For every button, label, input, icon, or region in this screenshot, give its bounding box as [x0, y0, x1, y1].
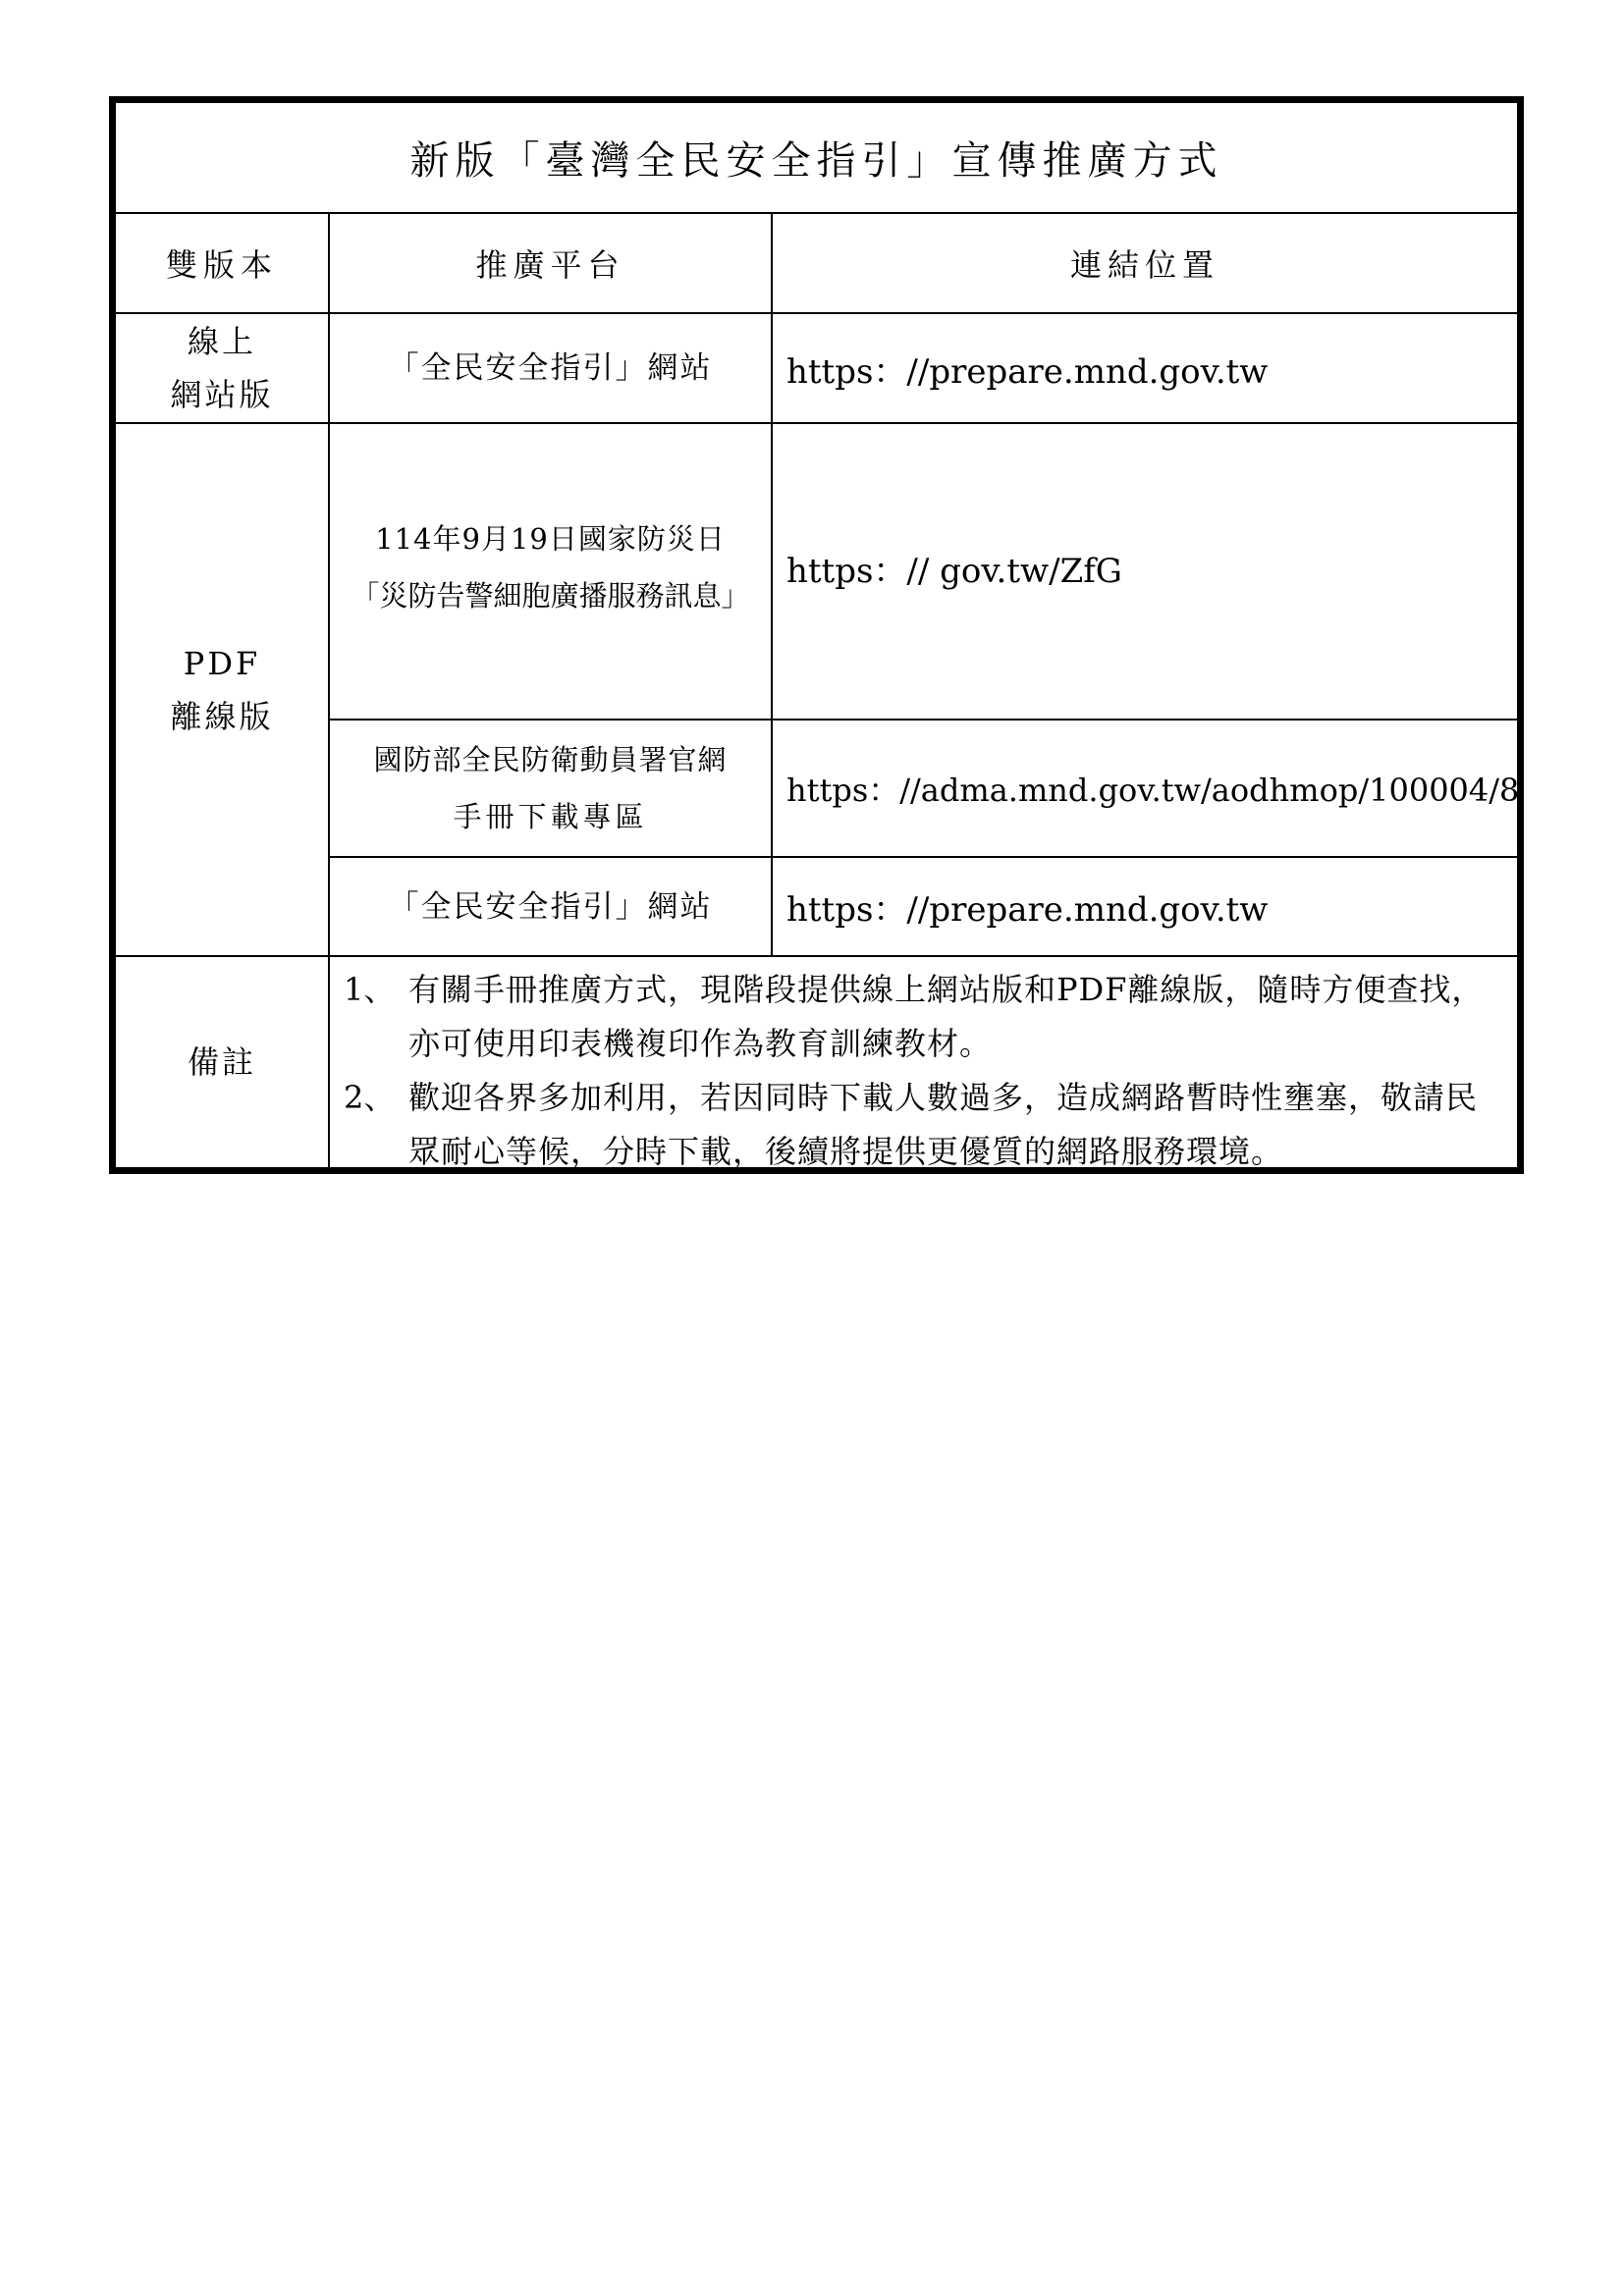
- header-platform: 推廣平台: [475, 246, 625, 284]
- pdf-platform-website: 「全民安全指引」網站: [388, 888, 713, 925]
- label-line: PDF: [183, 644, 261, 682]
- remark-item: [344, 1071, 1507, 1179]
- label-line: 離線版: [170, 697, 274, 735]
- remarks-list: [330, 957, 1517, 1170]
- label-line: 線上: [187, 323, 256, 360]
- table-title: 新版「臺灣全民安全指引」宣傳推廣方式: [409, 138, 1223, 184]
- online-platform: 「全民安全指引」網站: [388, 350, 713, 386]
- remark-text: 有關手冊推廣方式，現階段提供線上網站版和PDF離線版，隨時方便查找，亦可使用印表機複印作為教育訓練教材。: [408, 971, 1485, 1062]
- online-version-label: [116, 314, 328, 422]
- pdf-platform-adma: [330, 721, 771, 856]
- platform-line: 「災防告警細胞廣播服務訊息」: [351, 579, 750, 613]
- platform-line: 手冊下載專區: [453, 800, 648, 833]
- promotion-table: [109, 96, 1524, 1174]
- pdf-version-label: [116, 424, 328, 955]
- platform-line: 114年9月19日國家防災日: [375, 522, 726, 556]
- pdf-url-link-adma[interactable]: https：//adma.mnd.gov.tw/aodhmop/100004/8: [786, 772, 1520, 809]
- pdf-url-link-disaster-day[interactable]: https：// gov.tw/ZfG: [786, 551, 1122, 591]
- remark-item: [344, 963, 1507, 1071]
- header-link: 連結位置: [1069, 246, 1219, 284]
- remark-number: 1、: [344, 971, 396, 1008]
- remarks-label: 備註: [187, 1043, 256, 1081]
- online-url-link[interactable]: https：//prepare.mnd.gov.tw: [786, 351, 1269, 392]
- remark-text: 歡迎各界多加利用，若因同時下載人數過多，造成網路暫時性壅塞，敬請民眾耐心等候，分時下載，後續將提供更優質的網路服務環境。: [408, 1079, 1479, 1170]
- header-version: 雙版本: [165, 246, 278, 284]
- pdf-url-link-website[interactable]: https：//prepare.mnd.gov.tw: [786, 890, 1269, 930]
- remark-number: 2、: [344, 1079, 396, 1116]
- pdf-platform-disaster-day: [330, 424, 771, 719]
- label-line: 網站版: [170, 376, 274, 413]
- platform-line: 國防部全民防衛動員署官網: [373, 743, 728, 776]
